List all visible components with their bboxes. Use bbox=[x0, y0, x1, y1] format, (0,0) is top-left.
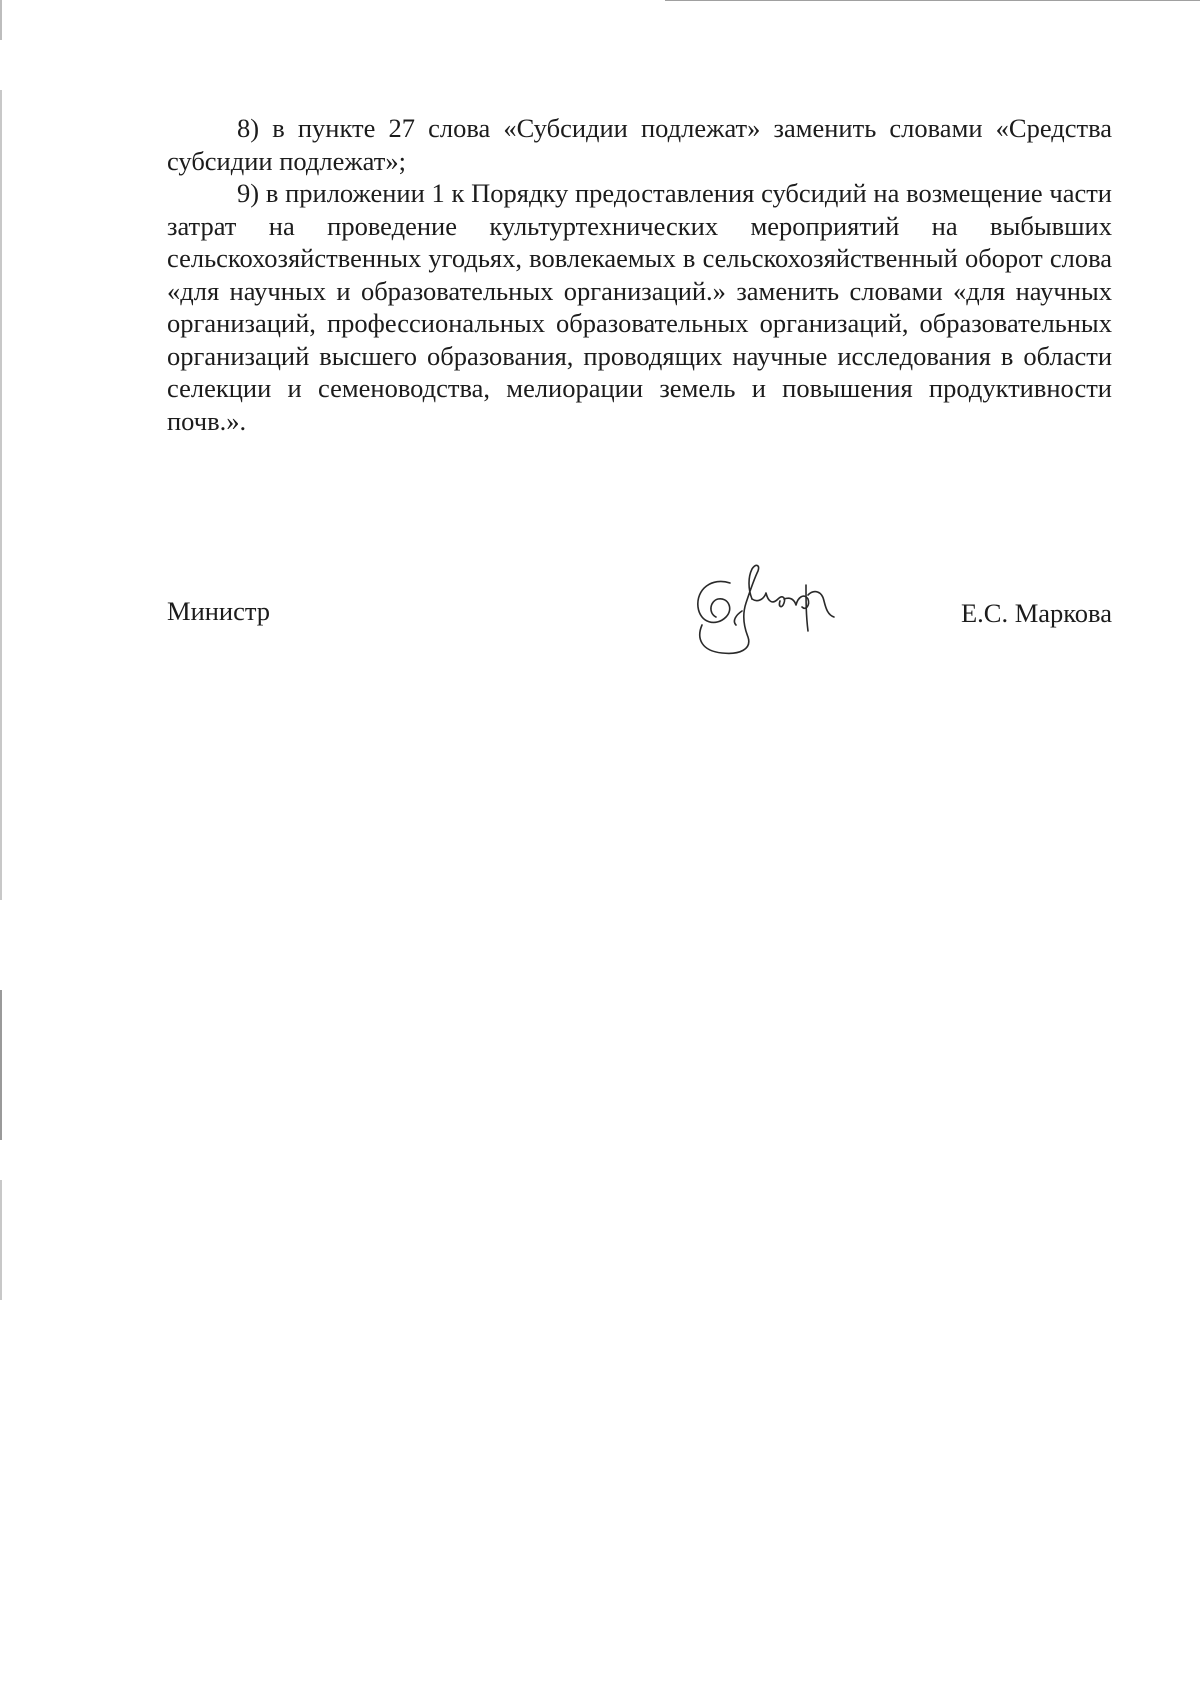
scan-edge-top bbox=[665, 0, 1200, 1]
signatory-position: Министр bbox=[167, 596, 271, 626]
signature-block bbox=[167, 555, 1112, 665]
handwritten-signature-icon bbox=[682, 555, 842, 665]
scan-edge-left bbox=[0, 0, 2, 1698]
paragraph-item-8: 8) в пункте 27 слова «Субсидии подлежат» заменить словами «Средства субсидии подлежат»; bbox=[167, 113, 1112, 176]
document-body bbox=[167, 112, 1112, 437]
paragraph-item-9: 9) в приложении 1 к Порядку предоставления субсидий на возмещение части затрат на проведение культуртехнических мероприятий на выбывших сельскохозяйственных угодьях, вовлекаемых в сельскохозяйственный оборот слова «для научных и образовательных организаций.» заменить словами «для научных организаций, профессиональных образовательных организаций, образовательных организаций высшего образования, проводящих научные исследования в области селекции и семеноводства, мелиорации земель и повышения продуктивности почв.». bbox=[167, 178, 1112, 436]
signatory-name: Е.С. Маркова bbox=[960, 598, 1112, 628]
